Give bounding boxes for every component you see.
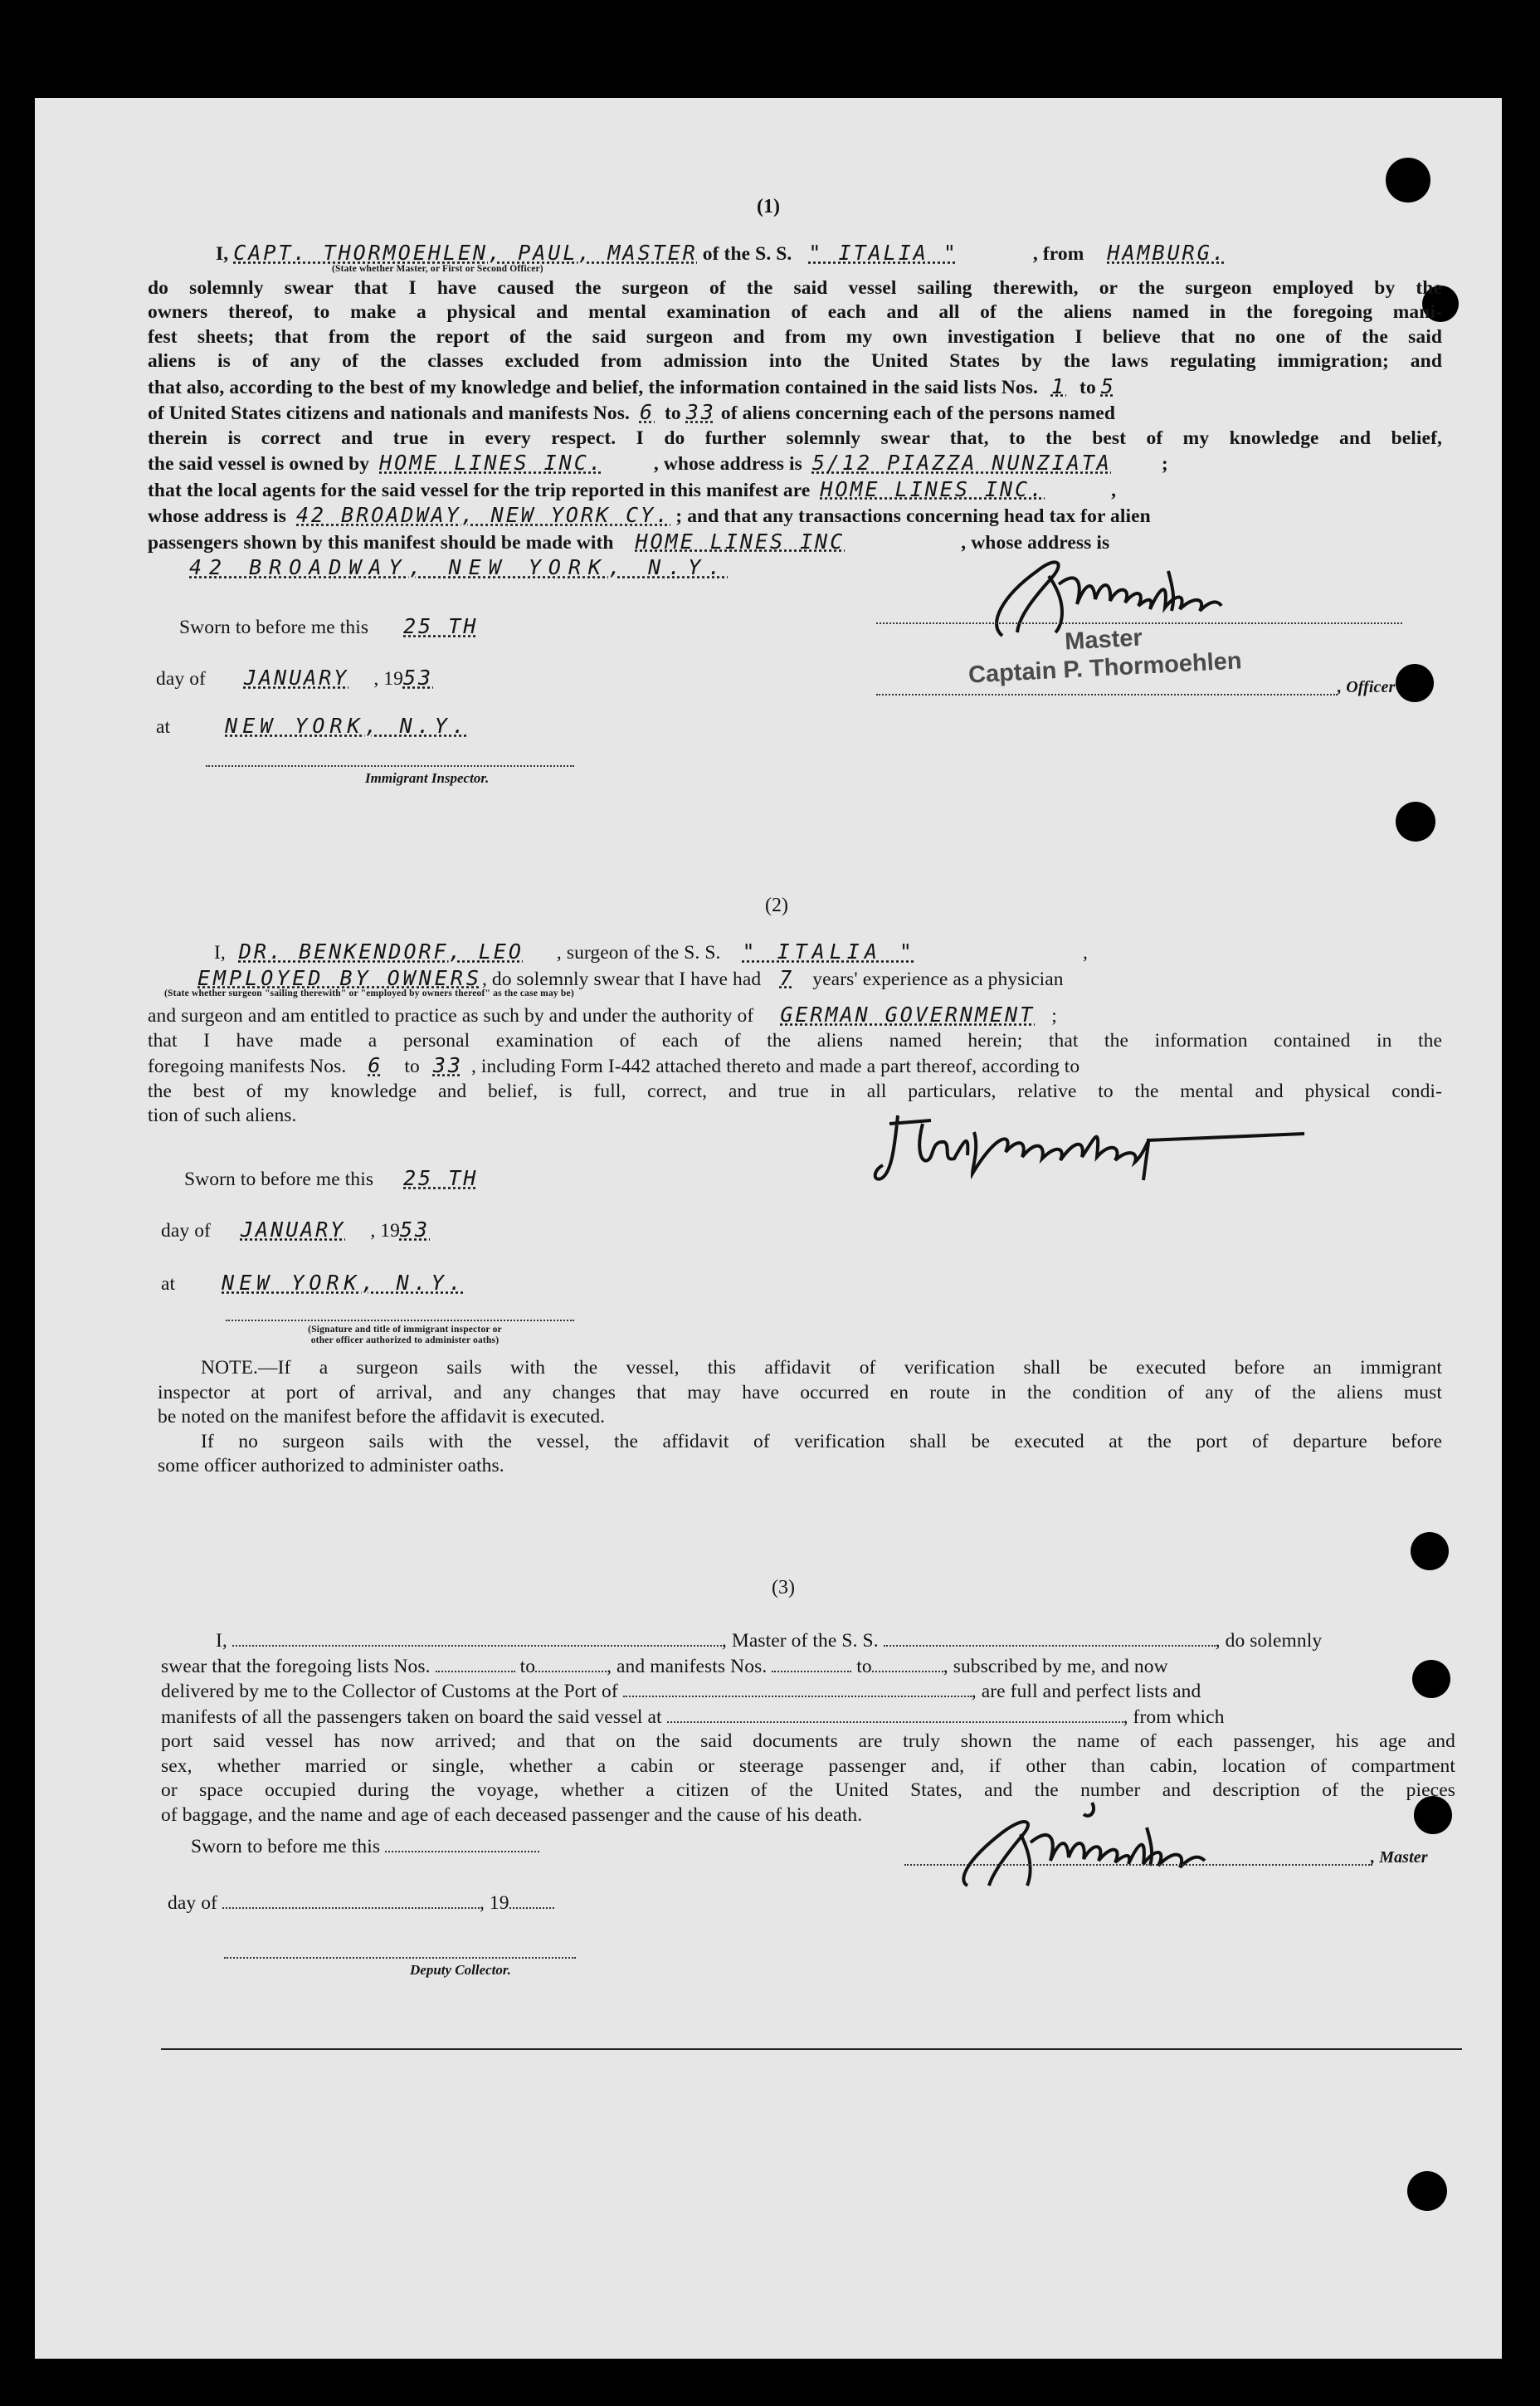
punch-hole [1407,2171,1447,2211]
port-blank [623,1679,972,1697]
inspector-caption: Immigrant Inspector. [365,770,490,786]
caption-line-2: other officer authorized to administer oaths) [310,1335,500,1345]
text: , subscribed by me, and now [943,1655,1168,1677]
section-1-day [156,652,433,705]
section-3-line-3 [161,1679,1455,1705]
text: day of [168,1892,217,1914]
agent-address: 42 BROADWAY, NEW YORK CY. [296,503,671,527]
section-3-line-6: sex, whether married or single, whether a cabin or steerage passenger and, if other than cabin, location of compartment [161,1754,1455,1777]
text: swear that the foregoing lists Nos. [161,1655,431,1677]
text: I, [216,243,229,265]
section-2-line-6: the best of my knowledge and belief, is full, correct, and true in all particulars, relative to the mental and physical condi- [148,1080,1442,1102]
text: Sworn to before me this [191,1836,381,1857]
year: 53 [402,666,434,690]
text: that the local agents for the said vessel for the trip reported in this manifest are [148,479,811,501]
section-3-line-7: or space occupied during the voyage, whether a citizen of the United States, and the number and description of the pieces [161,1779,1455,1801]
note-line-2: inspector at port of arrival, and any changes that may have occurred en route in the condition of any of the aliens must [158,1381,1442,1403]
text: , [1082,942,1088,964]
text: ; [1051,1005,1057,1027]
text: 19 [380,1220,400,1242]
text: Sworn to before me this [179,617,369,638]
departure-port: HAMBURG. [1107,241,1227,265]
section-1-line-8: therein is correct and true in every respect. I do further solemnly swear that, to the best of my knowledge and belief, [148,427,1442,449]
sworn-line [191,1834,539,1860]
note-line-4: If no surgeon sails with the vessel, the affidavit of verification shall be executed at the port of departure before [201,1430,1442,1452]
surgeon-name: DR. BENKENDORF, LEO [238,939,524,964]
section-1-line-4: fest sheets; that from the report of the said surgeon and from my own investigation I believe that no one of the said [148,325,1442,348]
section-1-line-7 [148,400,1442,427]
surgeon-manifest-from: 6 [368,1053,383,1077]
section-2-line-1 [148,939,1442,966]
local-agent: HOME LINES INC. [820,476,1045,501]
month-blank [222,1891,480,1909]
at-line [156,700,470,753]
sworn-day-blank [385,1834,539,1852]
text: ; [1161,453,1168,475]
text: Sworn to before me this [184,1169,374,1190]
text: 19 [383,668,403,690]
list-to: 5 [1100,373,1116,398]
text: and surgeon and am entitled to practice as such by and under the authority of [148,1005,754,1027]
note-line-1: NOTE.—If a surgeon sails with the vessel, this affidavit of verification shall be executed before an immigrant [201,1357,1442,1379]
text: of the S. S. [702,243,792,265]
surgeon-manifest-to: 33 [432,1053,463,1077]
section-2-sworn [184,1154,478,1204]
section-3-day [168,1891,554,1916]
sworn-day: 25 TH [403,614,479,638]
section-2-at [161,1258,466,1309]
text: delivered by me to the Collector of Customs at the Port of [161,1681,618,1702]
text: to [1079,376,1096,398]
practice-authority: GERMAN GOVERNMENT [780,1003,1036,1027]
manifest-to: 33 [685,400,716,424]
punch-hole [1396,802,1435,842]
surgeon-ship: " ITALIA " [742,939,917,964]
text: I, [214,942,226,964]
text: the said vessel is owned by [148,453,370,475]
years-experience: 7 [779,965,795,990]
stamp-line-2: Captain P. Thormoehlen [967,647,1243,689]
text: day of [161,1220,211,1242]
sworn-line [184,1154,478,1204]
text: , are full and perfect lists and [971,1681,1201,1702]
section-3-number: (3) [772,1577,795,1598]
at-line [161,1258,466,1309]
text: ; and that any transactions concerning head tax for alien [675,505,1151,527]
note-block [158,1356,1442,1479]
section-1-line-2: do solemnly swear that I have caused the surgeon of the said vessel sailing therewith, or the surgeon employed by the [148,276,1442,299]
section-1-line-9 [148,451,1442,477]
deputy-signature-line [224,1957,576,1959]
section-1-at [156,700,470,753]
head-tax-address: 42 BROADWAY, NEW YORK, N.Y. [189,555,729,579]
owner-address: 5/12 PIAZZA NUNZIATA [811,451,1112,475]
section-2-day [161,1205,430,1256]
punch-hole [1411,1532,1449,1570]
text: , do solemnly [1215,1630,1323,1652]
section-2-line-3 [148,1003,1442,1029]
section-2-line-4: that I have made a personal examination of each of the aliens named herein; that the information contained in the [148,1029,1442,1052]
section-1-line-5: aliens is of any of the classes excluded from admission into the United States by the laws regulating immigration; and [148,350,1442,372]
master-name: CAPT. THORMOEHLEN, PAUL, MASTER [233,241,698,265]
section-3-line-2 [161,1654,1455,1680]
stamp-line-1: Master [1064,624,1143,656]
year: 53 [399,1218,431,1242]
section-1-line-10 [148,477,1442,504]
text: to [404,1056,420,1077]
year-blank [509,1891,554,1909]
list-from: 1 [1050,373,1067,398]
month: JANUARY [240,1218,346,1242]
list-from-blank [436,1654,515,1672]
officer-line [876,694,1338,695]
vessel-owner: HOME LINES INC. [379,451,604,475]
text: , and manifests Nos. [607,1655,768,1677]
section-1-body [148,241,1442,582]
text: , from [1032,243,1084,265]
master-suffix: , Master [1371,1848,1428,1867]
note-line-3: be noted on the manifest before the affidavit is executed. [158,1406,606,1427]
manifest-to-blank [872,1654,943,1672]
text: at [156,716,171,738]
section-3-line-4 [161,1705,1455,1730]
place: NEW YORK, N.Y. [222,1271,466,1295]
text: , including Form I-442 attached thereto and made a part thereof, according to [470,1056,1080,1077]
sworn-line [179,601,478,653]
day-line: day of JANUARY , 1953 [156,666,434,690]
surgeon-signature [873,1099,1371,1190]
text: , [1111,479,1117,501]
text: , whose address is [653,453,802,475]
section-2-line-7: tion of such aliens. [148,1105,297,1126]
text: to [519,1655,536,1677]
text: passengers shown by this manifest should be made with [148,531,614,554]
ship-name: " ITALIA " [808,241,958,265]
manifest-from-blank [772,1654,851,1672]
master-blank [232,1628,722,1647]
punch-hole [1386,158,1430,203]
section-3-line-8: of baggage, and the name and age of each deceased passenger and the cause of his death. [161,1803,863,1826]
bottom-rule [161,2048,1462,2050]
section-1-sworn [179,601,478,653]
manifest-from: 6 [639,400,655,424]
text: at [161,1273,176,1295]
text: day of [156,668,206,690]
caption-line-1: (Signature and title of immigrant inspector or [308,1325,502,1335]
section-1-line-6 [148,374,1442,401]
text: to [856,1655,872,1677]
text: of United States citizens and nationals and manifests Nos. [148,403,630,424]
text: years' experience as a physician [812,968,1064,990]
deputy-caption: Deputy Collector. [410,1962,511,1978]
section-1-line-11 [148,503,1442,530]
text: of aliens concerning each of the persons named [720,403,1116,424]
text: , do solemnly swear that I have had [481,968,762,990]
employment-caption: (State whether surgeon "sailing therewith" or "employed by owners thereof" as the case may be) [164,988,574,998]
officer-signature-line [226,1320,574,1321]
text: , surgeon of the S. S. [556,942,721,964]
sworn-day: 25 TH [403,1166,479,1190]
text: whose address is [148,505,287,527]
ship-blank [884,1628,1216,1647]
text: foregoing manifests Nos. [148,1056,347,1077]
punch-hole [1396,664,1434,702]
text: to [664,403,681,424]
text: , whose address is [961,531,1110,554]
section-2-line-5 [148,1053,1442,1080]
day-line [168,1891,554,1916]
section-1-line-3: owners thereof, to make a physical and mental examination of each and all of the aliens named in the foregoing mani- [148,301,1442,323]
section-3-line-5: port said vessel has now arrived; and that on the said documents are truly shown the name of each passenger, his age and [161,1730,1455,1752]
place: NEW YORK, N.Y. [225,714,470,738]
text: , Master of the S. S. [721,1630,879,1652]
officer-suffix: , Officer [1338,678,1396,696]
employment: EMPLOYED BY OWNERS [197,965,482,990]
text: that also, according to the best of my knowledge and belief, the information contained in the said lists Nos. [148,376,1038,398]
master-signature-line-2 [904,1864,1372,1866]
embark-blank [667,1705,1123,1723]
head-tax-party: HOME LINES INC [635,529,846,554]
text: , 19 [479,1892,509,1914]
list-to-blank [535,1654,607,1672]
text: manifests of all the passengers taken on board the said vessel at [161,1706,662,1728]
officer-signature-caption [231,1325,579,1346]
inspector-signature-line [206,765,574,767]
document-sheet [35,98,1502,2359]
day-line: day of JANUARY , 1953 [161,1218,431,1242]
section-2-number: (2) [765,895,788,916]
master-caption: (State whether Master, or First or Second Officer) [332,263,543,274]
note-line-5: some officer authorized to administer oaths. [158,1455,504,1476]
text: , from which [1123,1706,1225,1728]
text: I, [216,1630,227,1652]
month: JANUARY [243,666,349,690]
section-3-sworn [191,1834,539,1860]
master-signature-2 [951,1794,1333,1894]
section-3-line-1 [161,1628,1455,1654]
section-1-number: (1) [757,196,780,217]
